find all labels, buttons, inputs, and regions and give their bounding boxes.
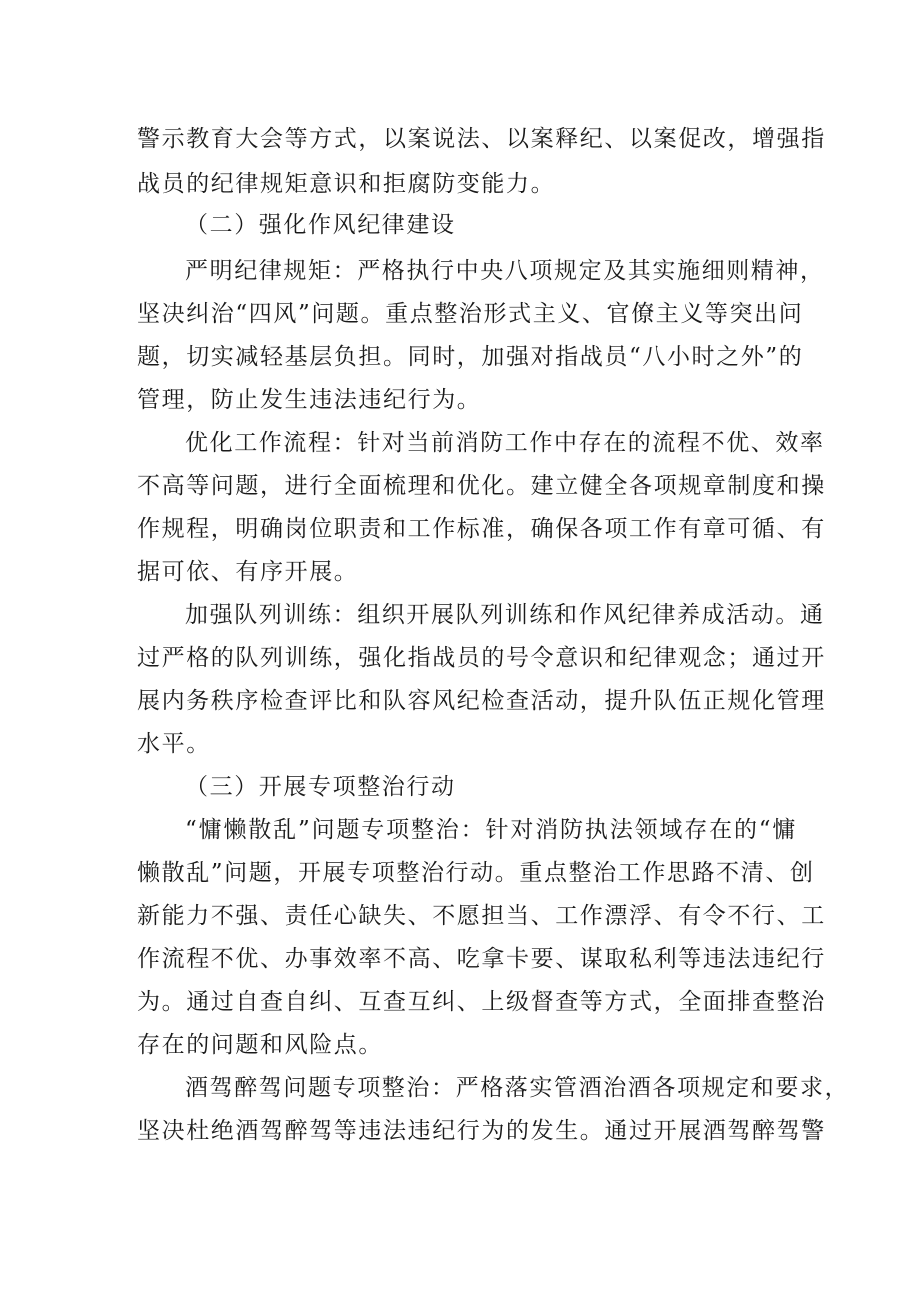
body-text-line: 警示教育大会等方式，以案说法、以案释纪、以案促改，增强指 — [137, 126, 826, 152]
body-text-line: 懒散乱”问题，开展专项整治行动。重点整治工作思路不清、创 — [137, 860, 815, 886]
body-text-line: 战员的纪律规矩意识和拒腐防变能力。 — [137, 171, 556, 197]
body-text-line: 展内务秩序检查评比和队容风纪检查活动，提升队伍正规化管理 — [137, 688, 826, 714]
body-text-line: 作流程不优、办事效率不高、吃拿卡要、谋取私利等违法违纪行 — [137, 946, 826, 972]
body-text-line: 坚决杜绝酒驾醉驾等违法违纪行为的发生。通过开展酒驾醉驾警 — [137, 1118, 826, 1144]
body-text-line: 坚决纠治“四风”问题。重点整治形式主义、官僚主义等突出问 — [137, 301, 804, 327]
body-text-line: 新能力不强、责任心缺失、不愿担当、工作漂浮、有令不行、工 — [137, 903, 826, 929]
section-heading: （三）开展专项整治行动 — [185, 774, 456, 800]
body-text-line: 存在的问题和风险点。 — [137, 1032, 383, 1058]
paragraph-first-line: 严明纪律规矩：严格执行中央八项规定及其实施细则精神， — [185, 258, 825, 284]
body-text-line: 为。通过自查自纠、互查互纠、上级督查等方式，全面排查整治 — [137, 989, 826, 1015]
paragraph-first-line: “慵懒散乱”问题专项整治：针对消防执法领域存在的“慵 — [185, 817, 797, 843]
body-text-line: 据可依、有序开展。 — [137, 559, 359, 585]
body-text-line: 作规程，明确岗位职责和工作标准，确保各项工作有章可循、有 — [137, 516, 826, 542]
paragraph-first-line: 酒驾醉驾问题专项整治：严格落实管酒治酒各项规定和要求， — [185, 1075, 850, 1101]
section-heading: （二）强化作风纪律建设 — [185, 212, 456, 238]
body-text-line: 题，切实减轻基层负担。同时，加强对指战员“八小时之外”的 — [137, 344, 804, 370]
body-text-line: 过严格的队列训练，强化指战员的号令意识和纪律观念；通过开 — [137, 645, 826, 671]
body-text-line: 不高等问题，进行全面梳理和优化。建立健全各项规章制度和操 — [137, 473, 826, 499]
body-text-line: 管理，防止发生违法违纪行为。 — [137, 387, 482, 413]
body-text-line: 水平。 — [137, 731, 211, 757]
paragraph-first-line: 加强队列训练：组织开展队列训练和作风纪律养成活动。通 — [185, 602, 825, 628]
paragraph-first-line: 优化工作流程：针对当前消防工作中存在的流程不优、效率 — [185, 430, 825, 456]
